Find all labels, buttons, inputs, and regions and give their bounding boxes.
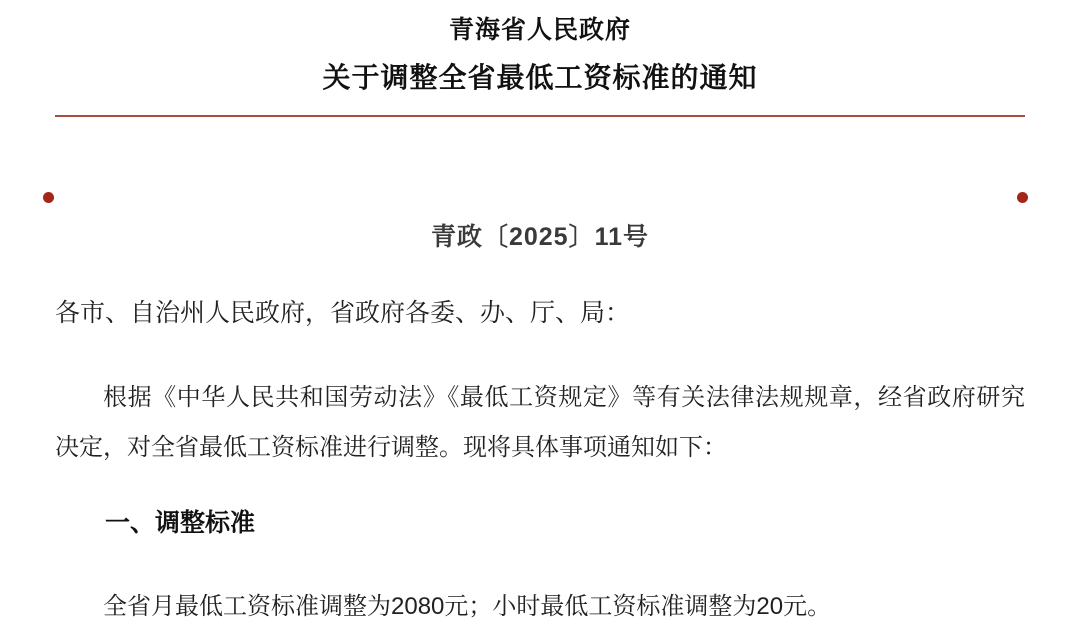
document-number: 青政〔2025〕11号 — [430, 223, 650, 251]
document-title-subject: 关于调整全省最低工资标准的通知 — [322, 62, 758, 93]
red-divider-line — [55, 115, 1025, 117]
right-bullet-dot — [1017, 192, 1028, 203]
salutation-line: 各市、自治州人民政府，省政府各委、办、厅、局： — [55, 299, 631, 327]
section-1-heading: 一、调整标准 — [105, 509, 256, 537]
intro-paragraph: 根据《中华人民共和国劳动法》《最低工资规定》等有关法律法规规章，经省政府研究决定，对全省最低工资标准进行调整。现将具体事项通知如下： — [55, 384, 1025, 461]
section-1-body: 全省月最低工资标准调整为2080元；小时最低工资标准调整为20元。 — [103, 593, 832, 620]
left-bullet-dot — [43, 192, 54, 203]
document-title-org: 青海省人民政府 — [448, 16, 631, 44]
